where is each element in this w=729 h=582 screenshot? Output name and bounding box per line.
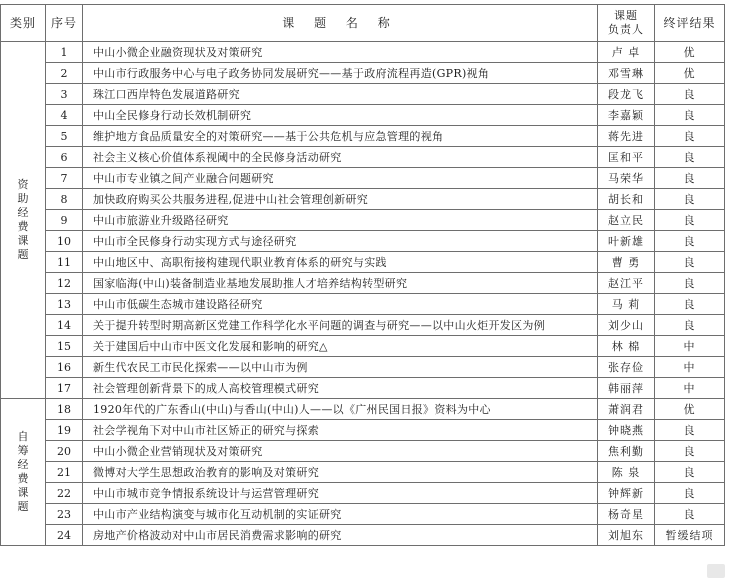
title-cell: 维护地方食品质量安全的对策研究——基于公共危机与应急管理的视角 [83, 126, 598, 147]
table-row [1, 483, 725, 504]
result-cell: 中 [655, 357, 725, 378]
title-cell: 中山市行政服务中心与电子政务协同发展研究——基于政府流程再造(GPR)视角 [83, 63, 598, 84]
title-cell: 中山小微企业融资现状及对策研究 [83, 42, 598, 63]
seq-cell: 12 [46, 273, 83, 294]
result-cell: 优 [655, 63, 725, 84]
person-cell: 韩丽萍 [598, 378, 655, 399]
person-cell: 马 莉 [598, 294, 655, 315]
result-cell: 良 [655, 231, 725, 252]
seq-cell: 20 [46, 441, 83, 462]
table-row [1, 147, 725, 168]
seq-cell: 6 [46, 147, 83, 168]
result-cell: 良 [655, 126, 725, 147]
header-result: 终评结果 [655, 5, 725, 42]
seq-cell: 10 [46, 231, 83, 252]
result-cell: 良 [655, 462, 725, 483]
table-row [1, 189, 725, 210]
person-cell: 赵立民 [598, 210, 655, 231]
person-cell: 叶新雄 [598, 231, 655, 252]
table-row [1, 210, 725, 231]
title-cell: 中山市城市竞争情报系统设计与运营管理研究 [83, 483, 598, 504]
seq-cell: 8 [46, 189, 83, 210]
person-cell: 刘旭东 [598, 525, 655, 546]
result-cell: 良 [655, 168, 725, 189]
result-cell: 良 [655, 294, 725, 315]
table-row [1, 462, 725, 483]
table-row [1, 105, 725, 126]
table-row [1, 525, 725, 546]
result-cell: 中 [655, 336, 725, 357]
seq-cell: 7 [46, 168, 83, 189]
title-cell: 中山市旅游业升级路径研究 [83, 210, 598, 231]
person-cell: 萧润君 [598, 399, 655, 420]
result-cell: 良 [655, 189, 725, 210]
table-row [1, 336, 725, 357]
seq-cell: 17 [46, 378, 83, 399]
result-cell: 良 [655, 441, 725, 462]
seq-cell: 4 [46, 105, 83, 126]
title-cell: 社会管理创新背景下的成人高校管理模式研究 [83, 378, 598, 399]
table-row [1, 84, 725, 105]
person-cell: 马荣华 [598, 168, 655, 189]
seq-cell: 22 [46, 483, 83, 504]
seq-cell: 9 [46, 210, 83, 231]
title-cell: 中山市低碳生态城市建设路径研究 [83, 294, 598, 315]
table-row [1, 273, 725, 294]
seq-cell: 15 [46, 336, 83, 357]
result-cell: 优 [655, 42, 725, 63]
header-person-line2: 负责人 [608, 23, 644, 36]
seq-cell: 23 [46, 504, 83, 525]
title-cell: 1920年代的广东香山(中山)与香山(中山)人——以《广州民国日报》资料为中心 [83, 399, 598, 420]
result-cell: 良 [655, 252, 725, 273]
title-cell: 关于提升转型时期高新区党建工作科学化水平问题的调查与研究——以中山火炬开发区为例 [83, 315, 598, 336]
person-cell: 卢 卓 [598, 42, 655, 63]
seq-cell: 3 [46, 84, 83, 105]
table-row [1, 42, 725, 63]
table-row [1, 420, 725, 441]
person-cell: 杨奇星 [598, 504, 655, 525]
header-seq: 序号 [46, 5, 83, 42]
person-cell: 赵江平 [598, 273, 655, 294]
seq-cell: 2 [46, 63, 83, 84]
result-cell: 良 [655, 504, 725, 525]
table-body [1, 42, 725, 546]
table-row [1, 294, 725, 315]
header-title: 课 题 名 称 [83, 5, 598, 42]
seq-cell: 11 [46, 252, 83, 273]
person-cell: 匡和平 [598, 147, 655, 168]
table-row [1, 168, 725, 189]
header-row [1, 5, 725, 42]
person-cell: 林 棉 [598, 336, 655, 357]
table-row [1, 441, 725, 462]
title-cell: 中山市产业结构演变与城市化互动机制的实证研究 [83, 504, 598, 525]
seq-cell: 21 [46, 462, 83, 483]
table-row [1, 63, 725, 84]
title-cell: 中山小微企业营销现状及对策研究 [83, 441, 598, 462]
result-cell: 良 [655, 84, 725, 105]
person-cell: 曹 勇 [598, 252, 655, 273]
title-cell: 中山地区中、高职衔接构建现代职业教育体系的研究与实践 [83, 252, 598, 273]
table-row [1, 126, 725, 147]
title-cell: 房地产价格波动对中山市居民消费需求影响的研究 [83, 525, 598, 546]
result-cell: 良 [655, 273, 725, 294]
header-person-line1: 课题 [614, 9, 638, 22]
seq-cell: 5 [46, 126, 83, 147]
seq-cell: 24 [46, 525, 83, 546]
result-cell: 暂缓结项 [655, 525, 725, 546]
person-cell: 蒋先进 [598, 126, 655, 147]
table-row [1, 399, 725, 420]
person-cell: 胡长和 [598, 189, 655, 210]
result-cell: 良 [655, 210, 725, 231]
title-cell: 中山市全民修身行动实现方式与途径研究 [83, 231, 598, 252]
seq-cell: 13 [46, 294, 83, 315]
person-cell: 钟晓燕 [598, 420, 655, 441]
title-cell: 社会主义核心价值体系视阈中的全民修身活动研究 [83, 147, 598, 168]
seq-cell: 16 [46, 357, 83, 378]
person-cell: 刘少山 [598, 315, 655, 336]
result-cell: 良 [655, 147, 725, 168]
title-cell: 微博对大学生思想政治教育的影响及对策研究 [83, 462, 598, 483]
category-cell [1, 399, 46, 546]
seq-cell: 14 [46, 315, 83, 336]
table-row [1, 357, 725, 378]
table-row [1, 378, 725, 399]
person-cell: 张存俭 [598, 357, 655, 378]
person-cell: 焦利勤 [598, 441, 655, 462]
result-cell: 良 [655, 420, 725, 441]
header-person [598, 5, 655, 42]
title-cell: 中山全民修身行动长效机制研究 [83, 105, 598, 126]
result-cell: 良 [655, 315, 725, 336]
project-table [0, 4, 725, 546]
table-row [1, 315, 725, 336]
person-cell: 段龙飞 [598, 84, 655, 105]
person-cell: 李嘉颖 [598, 105, 655, 126]
seq-cell: 19 [46, 420, 83, 441]
table-row [1, 231, 725, 252]
category-label: 资助经费课题 [17, 178, 29, 261]
title-cell: 国家临海(中山)装备制造业基地发展助推人才培养结构转型研究 [83, 273, 598, 294]
watermark-mark [707, 564, 725, 578]
title-cell: 珠江口西岸特色发展道路研究 [83, 84, 598, 105]
title-cell: 中山市专业镇之间产业融合问题研究 [83, 168, 598, 189]
person-cell: 钟辉新 [598, 483, 655, 504]
person-cell: 邓雪琳 [598, 63, 655, 84]
category-label: 自筹经费课题 [17, 430, 29, 513]
title-cell: 新生代农民工市民化探索——以中山市为例 [83, 357, 598, 378]
title-cell: 关于建国后中山市中医文化发展和影响的研究△ [83, 336, 598, 357]
seq-cell: 18 [46, 399, 83, 420]
result-cell: 良 [655, 105, 725, 126]
title-cell: 加快政府购买公共服务进程,促进中山社会管理创新研究 [83, 189, 598, 210]
result-cell: 优 [655, 399, 725, 420]
result-cell: 中 [655, 378, 725, 399]
header-category: 类别 [1, 5, 46, 42]
person-cell: 陈 泉 [598, 462, 655, 483]
seq-cell: 1 [46, 42, 83, 63]
category-cell [1, 42, 46, 399]
title-cell: 社会学视角下对中山市社区矫正的研究与探索 [83, 420, 598, 441]
table-row [1, 504, 725, 525]
table-row [1, 252, 725, 273]
result-cell: 良 [655, 483, 725, 504]
